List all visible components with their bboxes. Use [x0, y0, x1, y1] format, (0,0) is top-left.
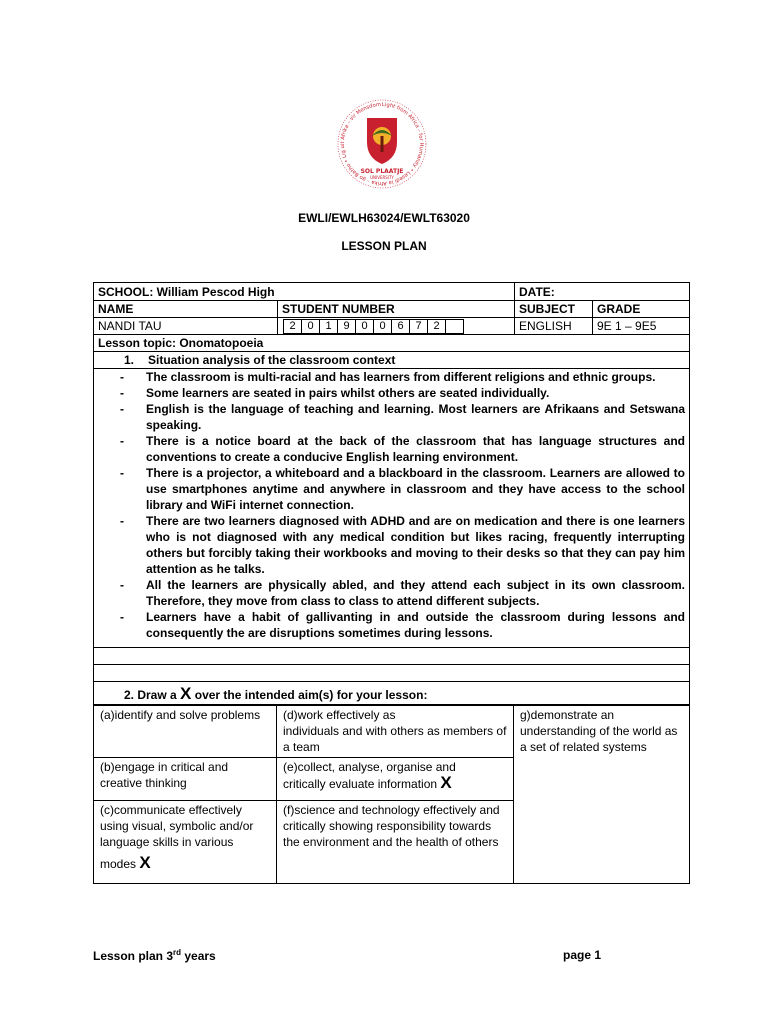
student-digit: 9 [337, 319, 356, 334]
lesson-plan-table [93, 282, 690, 705]
x-mark: X [440, 773, 452, 792]
student-number-boxes [284, 319, 464, 334]
university-logo [322, 96, 442, 192]
student-digit: 2 [283, 319, 302, 334]
list-item: - Some learners are seated in pairs whilst others are seated individually. [120, 386, 550, 400]
list-item: - All the learners are physically abled, and they attend each subject in its own classroom. Therefore, they move from class to class to attend different subjects. [120, 578, 685, 608]
student-digit: 0 [355, 319, 374, 334]
logo-motto: Light from Africa – for Humanity • Lesedi la Afrika – go Batho • Lig uit Afrika – vir Mensdom [339, 101, 424, 187]
name-header: NAME [98, 302, 134, 316]
list-item: - There is a projector, a whiteboard and a blackboard in the classroom. Learners are allowed to use smartphones anytime and anywhere in classroom and they have access to the school library and WiFi internet connection. [120, 466, 685, 512]
aim-f: (f)science and technology effectively and critically showing responsibility towards the environment and the health of others [283, 803, 500, 849]
page-number: page 1 [563, 948, 602, 962]
grade-header: GRADE [597, 302, 641, 316]
aim-c: (c)communicate effectively using visual, symbolic and/or language skills in various modes X [100, 803, 254, 872]
aim-d: (d)work effectively as individuals and with others as members of a team [283, 708, 507, 754]
subject-header: SUBJECT [519, 302, 576, 316]
logo-sub: UNIVERSITY [370, 175, 394, 180]
student-digit: 7 [409, 319, 428, 334]
student-digit: 2 [427, 319, 446, 334]
aim-b: (b)engage in critical and creative thinking [100, 760, 229, 790]
student-digit: 0 [301, 319, 320, 334]
grade-value: 9E 1 – 9E5 [597, 319, 657, 333]
section1-number: 1. [124, 353, 135, 367]
school-label: SCHOOL: William Pescod High [98, 285, 275, 299]
name-value: NANDI TAU [98, 319, 162, 333]
student-digit [445, 319, 464, 334]
list-item: - The classroom is multi-racial and has learners from different religions and ethnic groups. [120, 370, 656, 384]
student-number-header: STUDENT NUMBER [282, 302, 395, 316]
student-digit: 1 [319, 319, 338, 334]
logo-name: SOL PLAATJE [360, 168, 404, 175]
x-mark: X [139, 853, 151, 872]
x-mark: X [180, 684, 192, 703]
list-item: - English is the language of teaching and learning. Most learners are Afrikaans and Setswana speaking. [120, 402, 685, 432]
course-code: EWLI/EWLH63024/EWLT63020 [298, 211, 470, 225]
situation-bullets [94, 369, 689, 641]
lesson-topic: Lesson topic: Onomatopoeia [98, 336, 264, 350]
date-label: DATE: [519, 285, 555, 299]
footer-lesson-plan: Lesson plan 3rd years [93, 948, 216, 963]
student-digit: 0 [373, 319, 392, 334]
subject-value: ENGLISH [519, 319, 572, 333]
section2-heading: 2. Draw a X over the intended aim(s) for your lesson: [124, 684, 428, 703]
list-item: - There are two learners diagnosed with ADHD and are on medication and there is one learners who is not diagnosed with any medical condition but likes racing, frequently interrupting others but forcibly taking their workbooks and moving to their desks so that they can pay him attention as he talks. [120, 514, 685, 576]
aim-a: (a)identify and solve problems [100, 708, 261, 722]
aim-e: (e)collect, analyse, organise and critically evaluate information X [283, 760, 456, 792]
section1-title: Situation analysis of the classroom context [148, 353, 396, 367]
aims-table [93, 705, 690, 884]
list-item: - Learners have a habit of gallivanting in and outside the classroom during lessons and consequently the are disruptions sometimes during lessons. [120, 610, 685, 640]
aim-g: g)demonstrate an understanding of the world as a set of related systems [520, 708, 678, 754]
document-title: LESSON PLAN [341, 239, 427, 253]
student-digit: 6 [391, 319, 410, 334]
list-item: - There is a notice board at the back of the classroom that has language structures and conventions to create a conducive English learning environment. [120, 434, 685, 464]
